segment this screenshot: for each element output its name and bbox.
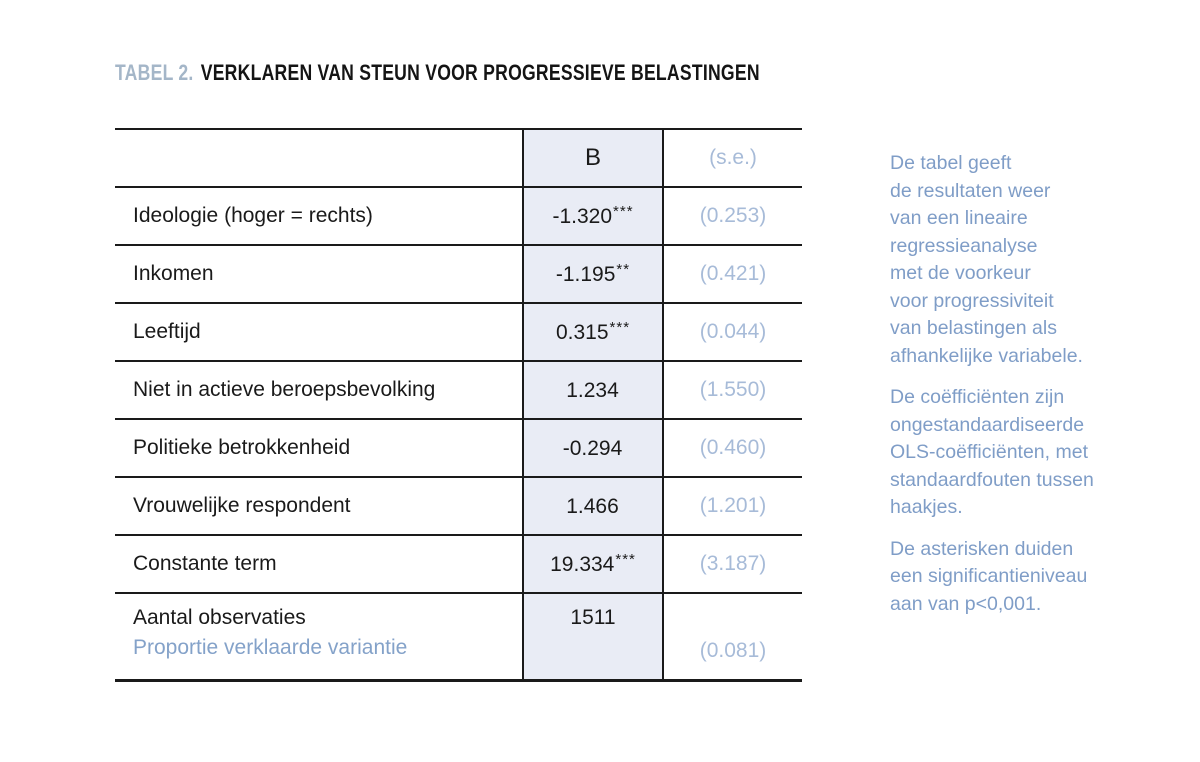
note-line: OLS-coëfficiënten, met <box>890 441 1088 463</box>
coefficient-value: -1.195 <box>555 263 616 286</box>
row-label: Inkomen <box>133 262 214 285</box>
column-header-b: B <box>523 129 663 187</box>
side-notes <box>890 150 1140 632</box>
coefficient-value: -1.320 <box>552 205 613 228</box>
coefficient-value: -0.294 <box>562 437 623 460</box>
note-line: haakjes. <box>890 496 963 518</box>
table-row <box>115 419 802 477</box>
row-label: Leeftijd <box>133 320 201 343</box>
column-header-se: (s.e.) <box>709 146 757 169</box>
coefficient-cell <box>523 477 663 535</box>
note-line: de resultaten weer <box>890 179 1051 202</box>
standard-error-cell: (1.550) <box>699 378 767 401</box>
note-paragraph-1 <box>890 150 1140 370</box>
standard-error-cell: (0.460) <box>699 436 767 459</box>
standard-error-cell: (0.421) <box>699 262 767 285</box>
coefficient-value: 1.234 <box>566 379 619 402</box>
standard-error-cell: (1.201) <box>699 494 767 517</box>
significance-stars: *** <box>615 551 636 568</box>
note-line: van een lineaire <box>890 207 1028 229</box>
table-row <box>115 361 802 419</box>
row-label: Constante term <box>133 552 277 575</box>
note-line: standaardfouten tussen <box>890 468 1094 491</box>
note-paragraph-2 <box>890 384 1140 522</box>
significance-stars: *** <box>609 319 631 336</box>
coefficient-cell <box>523 303 663 361</box>
note-line: regressieanalyse <box>890 234 1038 257</box>
table-caption-inner <box>115 60 760 86</box>
note-line: De coëfficiënten zijn <box>890 386 1065 408</box>
coefficient-value: 1.466 <box>566 495 619 518</box>
coefficient-cell <box>523 245 663 303</box>
row-label: Ideologie (hoger = rechts) <box>133 204 373 227</box>
table-number-label: TABEL 2. <box>115 60 194 85</box>
header-empty-cell <box>115 129 523 187</box>
note-line: met de voorkeur <box>890 262 1031 284</box>
table-footer-row <box>115 593 802 680</box>
coefficient-cell <box>523 535 663 593</box>
note-paragraph-3 <box>890 536 1140 619</box>
row-label: Vrouwelijke respondent <box>133 494 351 517</box>
standard-error-cell: (0.253) <box>699 204 767 227</box>
observations-value: 1511 <box>570 606 616 629</box>
note-line: een significantieniveau <box>890 565 1088 587</box>
footer-label-cell <box>115 593 523 680</box>
table-row <box>115 303 802 361</box>
table-row <box>115 245 802 303</box>
table-caption-text: VERKLAREN VAN STEUN VOOR PROGRESSIEVE BELASTINGEN <box>200 60 760 85</box>
note-line: aan van p<0,001. <box>890 592 1042 615</box>
note-line: afhankelijke variabele. <box>890 344 1083 367</box>
coefficient-cell <box>523 187 663 245</box>
row-label: Politieke betrokkenheid <box>133 436 351 459</box>
coefficient-cell <box>523 361 663 419</box>
observations-label: Aantal observaties <box>133 606 306 629</box>
note-line: De tabel geeft <box>890 152 1012 174</box>
note-line: De asterisken duiden <box>890 537 1074 560</box>
regression-table <box>115 128 802 682</box>
observations-value-cell <box>523 593 663 680</box>
header-row <box>115 129 802 187</box>
note-line: ongestandaardiseerde <box>890 413 1085 436</box>
variance-value: (0.081) <box>699 638 767 662</box>
standard-error-cell: (3.187) <box>699 552 767 575</box>
coefficient-cell <box>523 419 663 477</box>
significance-stars: ** <box>616 261 631 278</box>
table-row <box>115 187 802 245</box>
note-line: voor progressiviteit <box>890 289 1054 312</box>
standard-error-cell: (0.044) <box>699 320 767 343</box>
coefficient-value: 0.315 <box>555 321 609 344</box>
variance-value-cell <box>663 593 802 680</box>
table-row <box>115 477 802 535</box>
coefficient-value: 19.334 <box>550 553 615 576</box>
significance-stars: *** <box>613 203 634 220</box>
table-caption <box>115 60 921 86</box>
variance-label: Proportie verklaarde variantie <box>133 636 408 659</box>
table-row <box>115 535 802 593</box>
note-line: van belastingen als <box>890 317 1057 339</box>
row-label: Niet in actieve beroepsbevolking <box>133 378 436 401</box>
